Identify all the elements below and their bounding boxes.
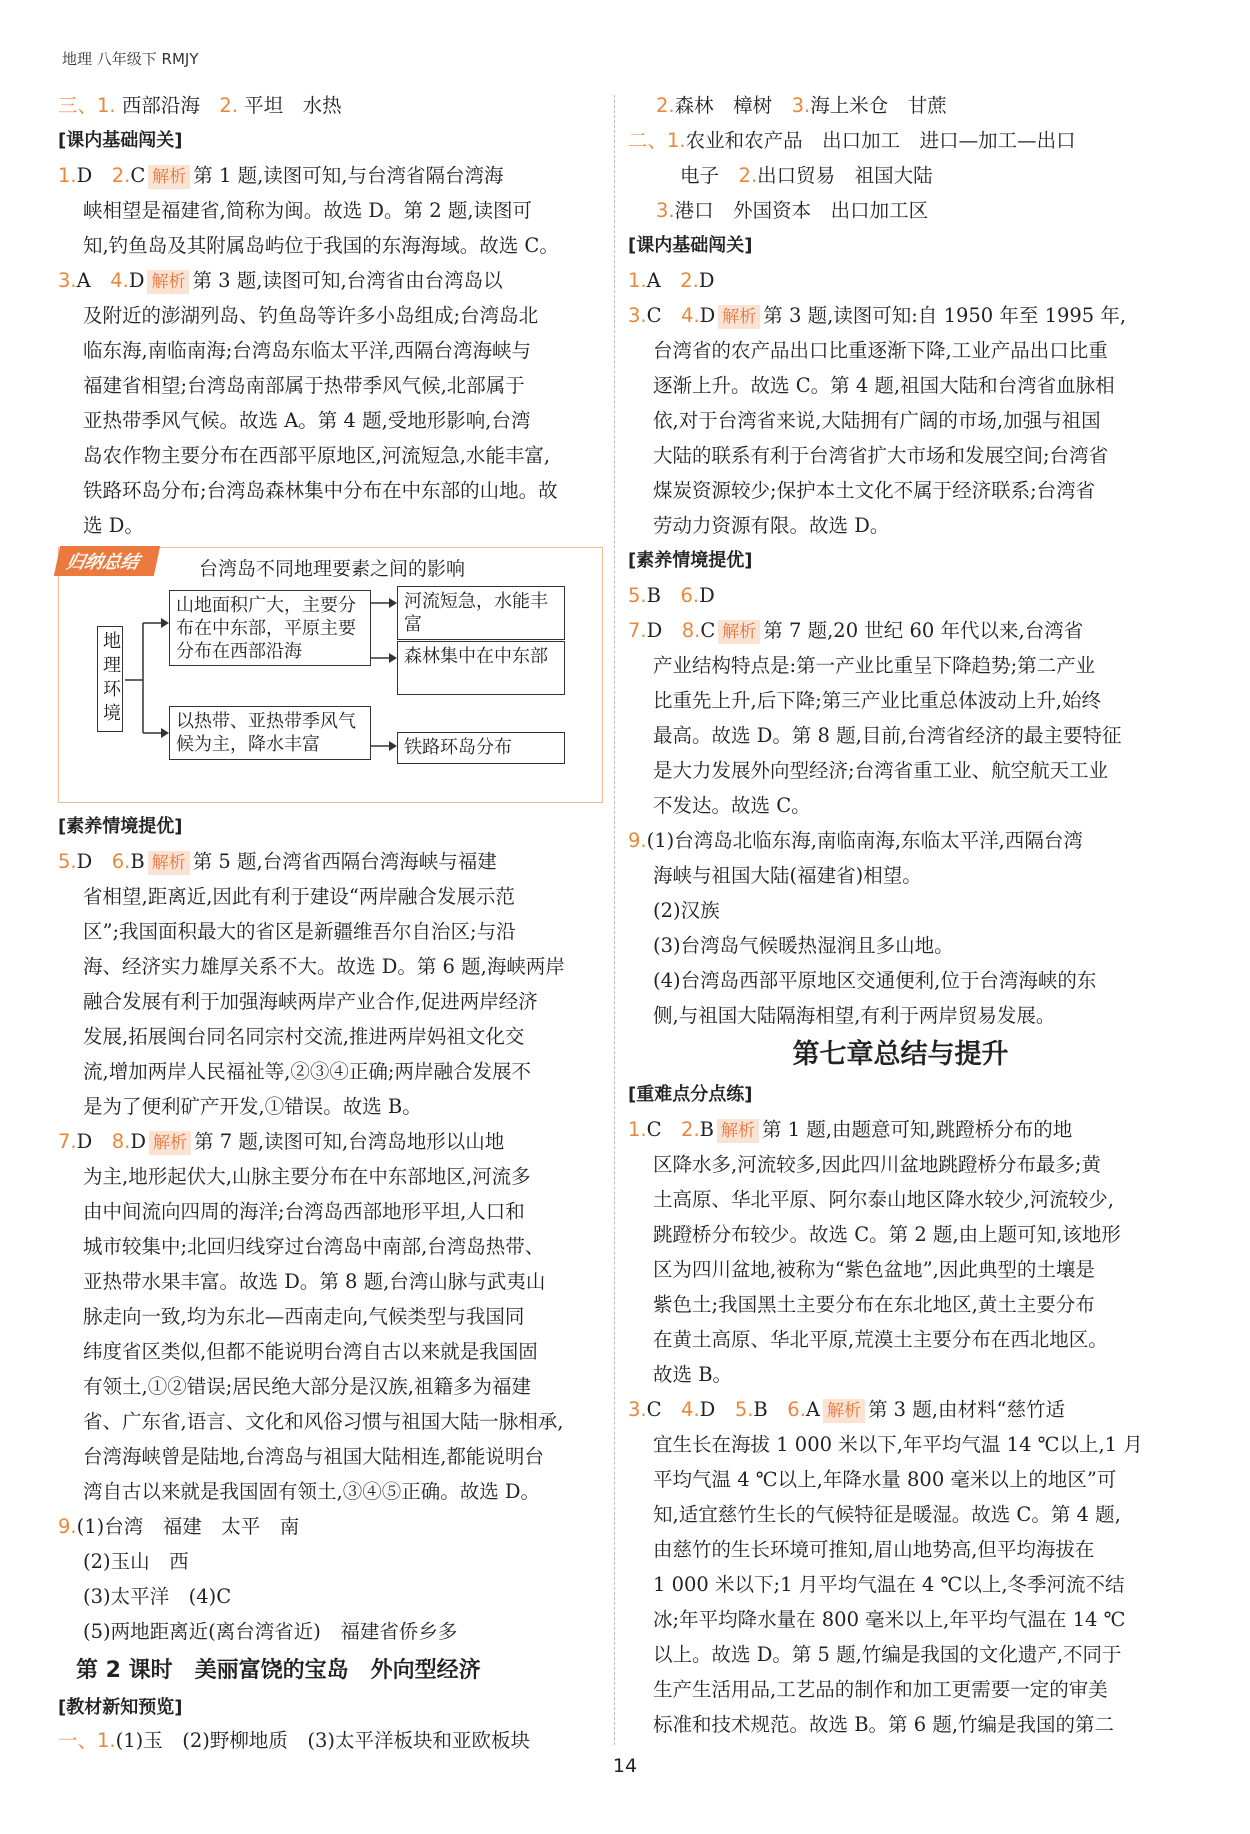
text-line: 海峡与祖国大陆(福建省)相望。	[653, 864, 922, 887]
question-number: 3.	[628, 304, 647, 327]
question-number: 2.	[656, 94, 675, 117]
text-line: 最高。故选 D。第 8 题,目前,台湾省经济的最主要特征	[653, 724, 1122, 747]
question-number: 3.	[791, 94, 811, 117]
diagram-node-railway: 铁路环岛分布	[397, 732, 565, 764]
answer-line	[58, 158, 603, 193]
question-number: 7.	[58, 1130, 77, 1153]
question-number: 9.	[58, 1515, 77, 1538]
text-line: (2)汉族	[653, 899, 720, 922]
section-heading: [课内基础闯关]	[58, 130, 183, 151]
answer-line	[58, 88, 603, 123]
text-line: 是为了便利矿产开发,①错误。故选 B。	[83, 1095, 422, 1118]
answer-choice: D	[128, 269, 145, 292]
page-number: 14	[612, 1755, 638, 1777]
answer-line	[628, 158, 1173, 193]
answer-choice: C	[646, 1398, 662, 1421]
text-line: 区”;我国面积最大的省区是新疆维吾尔自治区;与沿	[83, 920, 516, 943]
answer-choice: D	[699, 584, 715, 607]
text-line: 在黄土高原、华北平原,荒漠土主要分布在西北地区。	[653, 1328, 1108, 1351]
text-line: 区降水多,河流较多,因此四川盆地跳蹬桥分布最多;黄	[653, 1153, 1101, 1176]
question-number: 一、1.	[58, 1729, 116, 1752]
answer-choice: C	[130, 164, 146, 187]
summary-box	[58, 547, 603, 803]
text-line: 省相望,距离近,因此有利于建设“两岸融合发展示范	[83, 885, 515, 908]
analysis-text: 第 7 题,读图可知,台湾岛地形以山地	[194, 1130, 505, 1153]
text-line: 知,钓鱼岛及其附属岛屿位于我国的东海海域。故选 C。	[83, 234, 559, 257]
text-line: 亚热带季风气候。故选 A。第 4 题,受地形影响,台湾	[83, 409, 531, 432]
analysis-tag: 解析	[149, 1131, 191, 1155]
text-line: 土高原、华北平原、阿尔泰山地区降水较少,河流较少,	[653, 1188, 1114, 1211]
text-line: 由慈竹的生长环境可推知,眉山地势高,但平均海拔在	[653, 1538, 1095, 1561]
answer-choice: D	[699, 1398, 716, 1421]
text-line: 依,对于台湾省来说,大陆拥有广阔的市场,加强与祖国	[653, 409, 1101, 432]
answer-line	[628, 823, 1173, 858]
question-number: 8.	[681, 619, 701, 642]
question-number: 1.	[58, 164, 77, 187]
question-number: 3.	[656, 199, 675, 222]
text-line: 劳动力资源有限。故选 D。	[653, 514, 890, 537]
text-line: 及附近的澎湖列岛、钓鱼岛等许多小岛组成;台湾岛北	[83, 304, 539, 327]
question-number: 8.	[111, 1130, 131, 1153]
text-line: (2)玉山 西	[83, 1550, 189, 1573]
answer-choice: D	[698, 269, 715, 292]
text-line: 不发达。故选 C。	[653, 794, 811, 817]
analysis-text: 第 7 题,20 世纪 60 年代以来,台湾省	[763, 619, 1084, 642]
answer-line	[628, 1112, 1173, 1147]
text-line: (3)太平洋 (4)C	[83, 1585, 232, 1608]
text-line: (5)两地距离近(离台湾省近) 福建省侨乡多	[83, 1620, 458, 1643]
question-number: 2.	[111, 164, 131, 187]
answer-choice: A	[805, 1398, 820, 1421]
section-heading: [重难点分点练]	[628, 1084, 753, 1105]
answer-text: 农业和农产品 出口加工 进口—加工—出口	[685, 129, 1076, 152]
question-number: 5.	[734, 1398, 754, 1421]
diagram-node-rivers: 河流短急，水能丰富	[397, 586, 565, 640]
text-line: 知,适宜慈竹生长的气候特征是暖湿。故选 C。第 4 题,	[653, 1503, 1121, 1526]
answer-text: 西部沿海	[121, 94, 200, 117]
answer-choice: B	[130, 850, 145, 873]
summary-badge: 归纳总结	[54, 546, 160, 576]
analysis-text: 第 5 题,台湾省西隔台湾海峡与福建	[192, 850, 497, 873]
answer-choice: C	[700, 619, 716, 642]
answer-text: (1)玉 (2)野柳地质 (3)太平洋板块和亚欧板块	[115, 1729, 530, 1752]
summary-title: 台湾岛不同地理要素之间的影响	[199, 558, 466, 580]
analysis-text: 第 3 题,读图可知,台湾省由台湾岛以	[192, 269, 503, 292]
left-column	[58, 88, 603, 1758]
question-number: 4.	[110, 269, 129, 292]
question-number: 2.	[680, 269, 699, 292]
lesson-title: 第 2 课时 美丽富饶的宝岛 外向型经济	[76, 1658, 481, 1683]
diagram-node-terrain: 山地面积广大，主要分布在中东部，平原主要分布在西部沿海	[169, 590, 371, 666]
text-line: 平均气温 4 ℃以上,年降水量 800 毫米以上的地区”可	[653, 1468, 1117, 1491]
text-line: 省、广东省,语言、文化和风俗习惯与祖国大陆一脉相承,	[83, 1410, 564, 1433]
answer-choice: D	[76, 850, 93, 873]
text-line: 大陆的联系有利于台湾省扩大市场和发展空间;台湾省	[653, 444, 1109, 467]
text-line: 亚热带水果丰富。故选 D。第 8 题,台湾山脉与武夷山	[83, 1270, 546, 1293]
text-line: 是大力发展外向型经济;台湾省重工业、航空航天工业	[653, 759, 1109, 782]
question-number: 5.	[58, 850, 77, 873]
text-line: 融合发展有利于加强海峡两岸产业合作,促进两岸经济	[83, 990, 538, 1013]
answer-text: 出口贸易 祖国大陆	[757, 164, 933, 187]
text-line: 生产生活用品,工艺品的制作和加工更需要一定的审美	[653, 1678, 1108, 1701]
analysis-text: 第 1 题,读图可知,与台湾省隔台湾海	[193, 164, 504, 187]
diagram-root-node: 地理环境	[97, 626, 123, 732]
text-line: 台湾海峡曾是陆地,台湾岛与祖国大陆相连,都能说明台	[83, 1445, 544, 1468]
text-line: 发展,拓展闽台同名同宗村交流,推进两岸妈祖文化交	[83, 1025, 525, 1048]
chapter-title: 第七章总结与提升	[792, 1039, 1009, 1070]
question-number: 5.	[628, 584, 647, 607]
text-line: 标准和技术规范。故选 B。第 6 题,竹编是我国的第二	[653, 1713, 1115, 1736]
text-line: (4)台湾岛西部平原地区交通便利,位于台湾海峡的东	[653, 969, 1097, 992]
analysis-tag: 解析	[147, 270, 189, 294]
diagram-node-forest: 森林集中在中东部	[397, 641, 565, 695]
text-line: (3)台湾岛气候暖热湿润且多山地。	[653, 934, 954, 957]
answer-line	[628, 1392, 1173, 1427]
question-number: 三、1.	[58, 94, 116, 117]
text-line: 岛农作物主要分布在西部平原地区,河流短急,水能丰富,	[83, 444, 551, 467]
question-number: 9.	[628, 829, 647, 852]
text-line: 有领土,①②错误;居民绝大部分是汉族,祖籍多为福建	[83, 1375, 531, 1398]
answer-text: 港口 外国资本 出口加工区	[674, 199, 929, 222]
text-line: 区为四川盆地,被称为“紫色盆地”,因此典型的土壤是	[653, 1258, 1095, 1281]
section-heading: [课内基础闯关]	[628, 235, 753, 256]
answer-choice: D	[76, 1130, 93, 1153]
text-line: 故选 B。	[653, 1363, 733, 1386]
text-line: 城市较集中;北回归线穿过台湾岛中南部,台湾岛热带、	[83, 1235, 545, 1258]
analysis-text: 第 3 题,读图可知:自 1950 年至 1995 年,	[763, 304, 1127, 327]
text-line: 海、经济实力雄厚关系不大。故选 D。第 6 题,海峡两岸	[83, 955, 565, 978]
question-number: 2.	[681, 1118, 700, 1141]
analysis-tag: 解析	[717, 1119, 759, 1143]
answer-text: 电子	[680, 164, 720, 187]
answer-line	[628, 298, 1173, 333]
question-number: 3.	[58, 269, 77, 292]
answer-line	[58, 1124, 603, 1159]
answer-choice: B	[646, 584, 661, 607]
text-line: 纬度省区类似,但都不能说明台湾自古以来就是我国固	[83, 1340, 538, 1363]
text-line: 铁路环岛分布;台湾岛森林集中分布在中东部的山地。故	[83, 479, 558, 502]
answer-choice: A	[76, 269, 91, 292]
answer-choice: D	[646, 619, 663, 642]
question-number: 4.	[681, 1398, 700, 1421]
text-line: 临东海,南临南海;台湾岛东临太平洋,西隔台湾海峡与	[83, 339, 531, 362]
text-line: 紫色土;我国黑土主要分布在东北地区,黄土主要分布	[653, 1293, 1095, 1316]
analysis-tag: 解析	[718, 305, 760, 329]
text-line: 由中间流向四周的海洋;台湾岛西部地形平坦,人口和	[83, 1200, 525, 1223]
text-line: 比重先上升,后下降;第三产业比重总体波动上升,始终	[653, 689, 1101, 712]
question-number: 1.	[628, 269, 647, 292]
question-number: 1.	[628, 1118, 647, 1141]
answer-line	[58, 1509, 603, 1544]
question-number: 6.	[787, 1398, 806, 1421]
section-heading: [素养情境提优]	[58, 816, 183, 837]
text-line: 台湾省的农产品出口比重逐渐下降,工业产品出口比重	[653, 339, 1108, 362]
answer-line	[628, 263, 1173, 298]
analysis-tag: 解析	[148, 851, 190, 875]
answer-choice: D	[699, 304, 716, 327]
question-number: 2.	[738, 164, 758, 187]
answer-choice: D	[130, 1130, 147, 1153]
question-number: 7.	[628, 619, 647, 642]
question-number: 2.	[219, 94, 238, 117]
section-heading: [教材新知预览]	[58, 1697, 183, 1718]
analysis-tag: 解析	[718, 620, 760, 644]
analysis-tag: 解析	[148, 165, 190, 189]
answer-line	[628, 613, 1173, 648]
text-line: 侧,与祖国大陆隔海相望,有利于两岸贸易发展。	[653, 1004, 1056, 1027]
question-number: 4.	[681, 304, 700, 327]
question-number: 6.	[680, 584, 700, 607]
answer-choice: C	[646, 304, 662, 327]
text-line: 宜生长在海拔 1 000 米以下,年平均气温 14 ℃以上,1 月	[653, 1433, 1143, 1456]
text-line: 流,增加两岸人民福祉等,②③④正确;两岸融合发展不	[83, 1060, 531, 1083]
text-line: 以上。故选 D。第 5 题,竹编是我国的文化遗产,不同于	[653, 1643, 1122, 1666]
answer-line	[628, 578, 1173, 613]
answer-line	[628, 88, 1173, 123]
answer-text: 平坦 水热	[244, 94, 342, 117]
text-line: 选 D。	[83, 514, 144, 537]
text-line: 煤炭资源较少;保护本土文化不属于经济联系;台湾省	[653, 479, 1096, 502]
right-column	[628, 88, 1173, 1742]
question-number: 6.	[111, 850, 131, 873]
answer-text: (1)台湾岛北临东海,南临南海,东临太平洋,西隔台湾	[646, 829, 1083, 852]
answer-text: 森林 樟树	[674, 94, 773, 117]
question-number: 3.	[628, 1398, 647, 1421]
text-line: 峡相望是福建省,简称为闽。故选 D。第 2 题,读图可	[83, 199, 533, 222]
answer-line	[628, 123, 1173, 158]
analysis-text: 第 3 题,由材料“慈竹适	[867, 1398, 1065, 1421]
analysis-text: 第 1 题,由题意可知,跳蹬桥分布的地	[762, 1118, 1073, 1141]
section-heading: [素养情境提优]	[628, 550, 753, 571]
question-number: 二、1.	[628, 129, 686, 152]
text-line: 脉走向一致,均为东北—西南走向,气候类型与我国同	[83, 1305, 525, 1328]
answer-line	[58, 1723, 603, 1758]
text-line: 产业结构特点是:第一产业比重呈下降趋势;第二产业	[653, 654, 1096, 677]
answer-text: (1)台湾 福建 太平 南	[76, 1515, 300, 1538]
answer-line	[58, 263, 603, 298]
text-line: 1 000 米以下;1 月平均气温在 4 ℃以上,冬季河流不结	[653, 1573, 1125, 1596]
page-header: 地理 八年级下 RMJY	[62, 50, 199, 68]
text-line: 逐渐上升。故选 C。第 4 题,祖国大陆和台湾省血脉相	[653, 374, 1115, 397]
text-line: 为主,地形起伏大,山脉主要分布在中东部地区,河流多	[83, 1165, 531, 1188]
answer-choice: A	[646, 269, 661, 292]
text-line: 湾自古以来就是我国固有领土,③④⑤正确。故选 D。	[83, 1480, 541, 1503]
answer-choice: B	[753, 1398, 768, 1421]
answer-line	[628, 193, 1173, 228]
text-line: 跳蹬桥分布较少。故选 C。第 2 题,由上题可知,该地形	[653, 1223, 1121, 1246]
answer-choice: D	[76, 164, 93, 187]
answer-text: 海上米仓 甘蔗	[810, 94, 947, 117]
analysis-tag: 解析	[823, 1399, 865, 1423]
diagram-node-climate: 以热带、亚热带季风气候为主，降水丰富	[169, 706, 371, 760]
answer-choice: C	[646, 1118, 662, 1141]
text-line: 福建省相望;台湾岛南部属于热带季风气候,北部属于	[83, 374, 525, 397]
text-line: 冰;年平均降水量在 800 毫米以上,年平均气温在 14 ℃	[653, 1608, 1126, 1631]
answer-line	[58, 844, 603, 879]
column-divider	[614, 95, 615, 1745]
answer-choice: B	[699, 1118, 714, 1141]
